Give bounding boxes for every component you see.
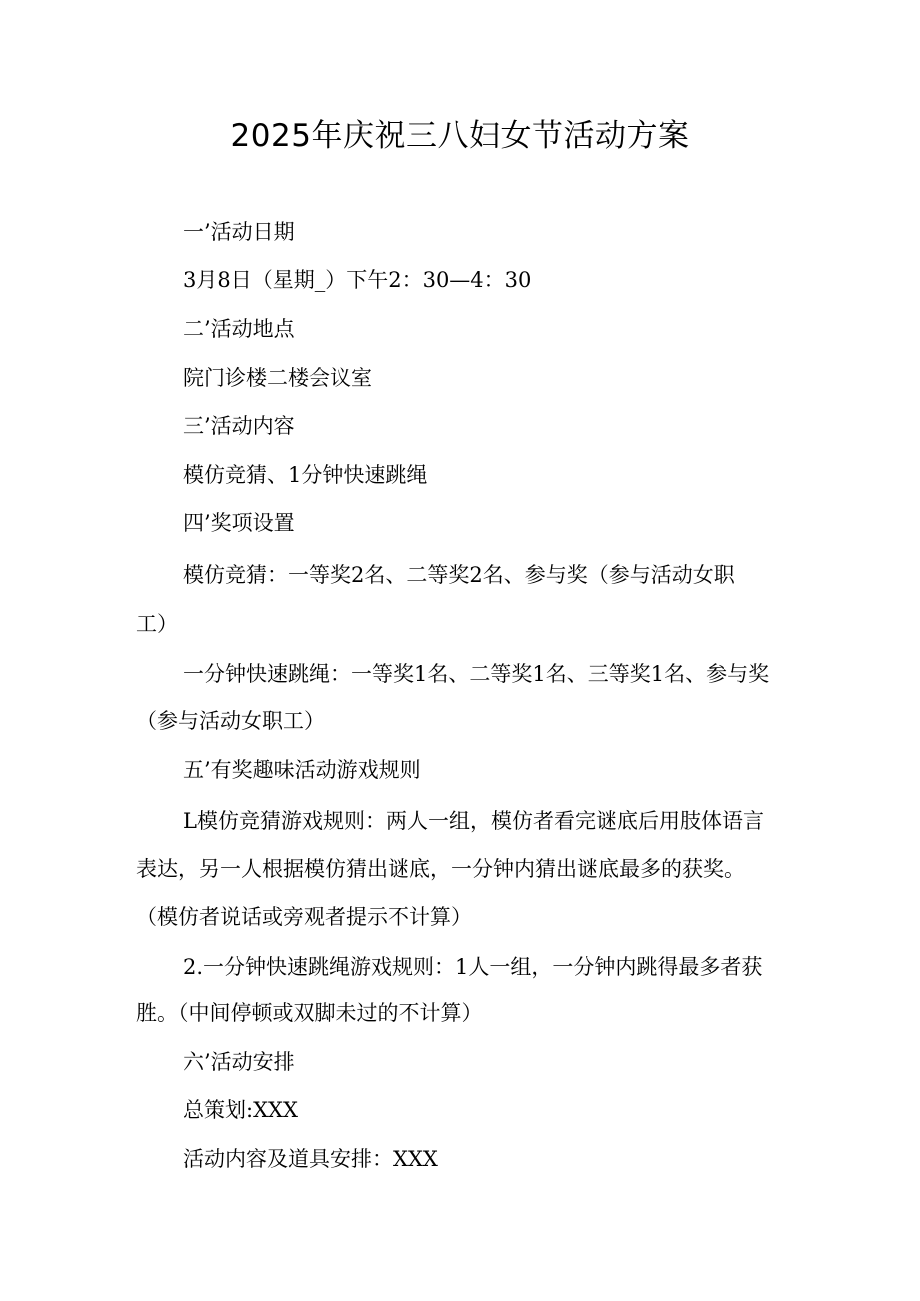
- section-heading-awards: 四’奖项设置: [183, 511, 295, 535]
- section-heading-date: 一’活动日期: [183, 220, 295, 244]
- date-text: 3月8日（星期_）下午2：30—4：30: [183, 268, 532, 292]
- rules-mimic-line-1: L模仿竞猜游戏规则：两人一组，模仿者看完谜底后用肢体语言: [183, 809, 764, 833]
- document-title: 2025年庆祝三八妇女节活动方案: [230, 118, 690, 154]
- rules-jumprope-line-1: 2.一分钟快速跳绳游戏规则：1人一组，一分钟内跳得最多者获: [183, 955, 763, 979]
- section-heading-rules: 五’有奖趣味活动游戏规则: [183, 758, 421, 782]
- awards-jumprope-line-1: 一分钟快速跳绳：一等奖1名、二等奖1名、三等奖1名、参与奖: [183, 662, 770, 686]
- content-text: 模仿竞猜、1分钟快速跳绳: [183, 463, 428, 487]
- rules-mimic-line-3: （模仿者说话或旁观者提示不计算）: [136, 905, 472, 929]
- arrangement-planner: 总策划:XXX: [183, 1098, 298, 1122]
- awards-mimic-line-1: 模仿竞猜：一等奖2名、二等奖2名、参与奖（参与活动女职: [183, 563, 735, 587]
- rules-jumprope-line-2: 胜。（中间停顿或双脚未过的不计算）: [136, 1001, 483, 1025]
- section-heading-arrangement: 六’活动安排: [183, 1050, 295, 1074]
- awards-mimic-line-2: 工）: [136, 612, 178, 636]
- location-text: 院门诊楼二楼会议室: [183, 366, 372, 390]
- rules-mimic-line-2: 表达，另一人根据模仿猜出谜底，一分钟内猜出谜底最多的获奖。: [136, 857, 745, 881]
- section-heading-content: 三’活动内容: [183, 414, 295, 438]
- awards-jumprope-line-2: （参与活动女职工）: [136, 709, 325, 733]
- section-heading-location: 二’活动地点: [183, 317, 295, 341]
- arrangement-props: 活动内容及道具安排：XXX: [183, 1147, 438, 1171]
